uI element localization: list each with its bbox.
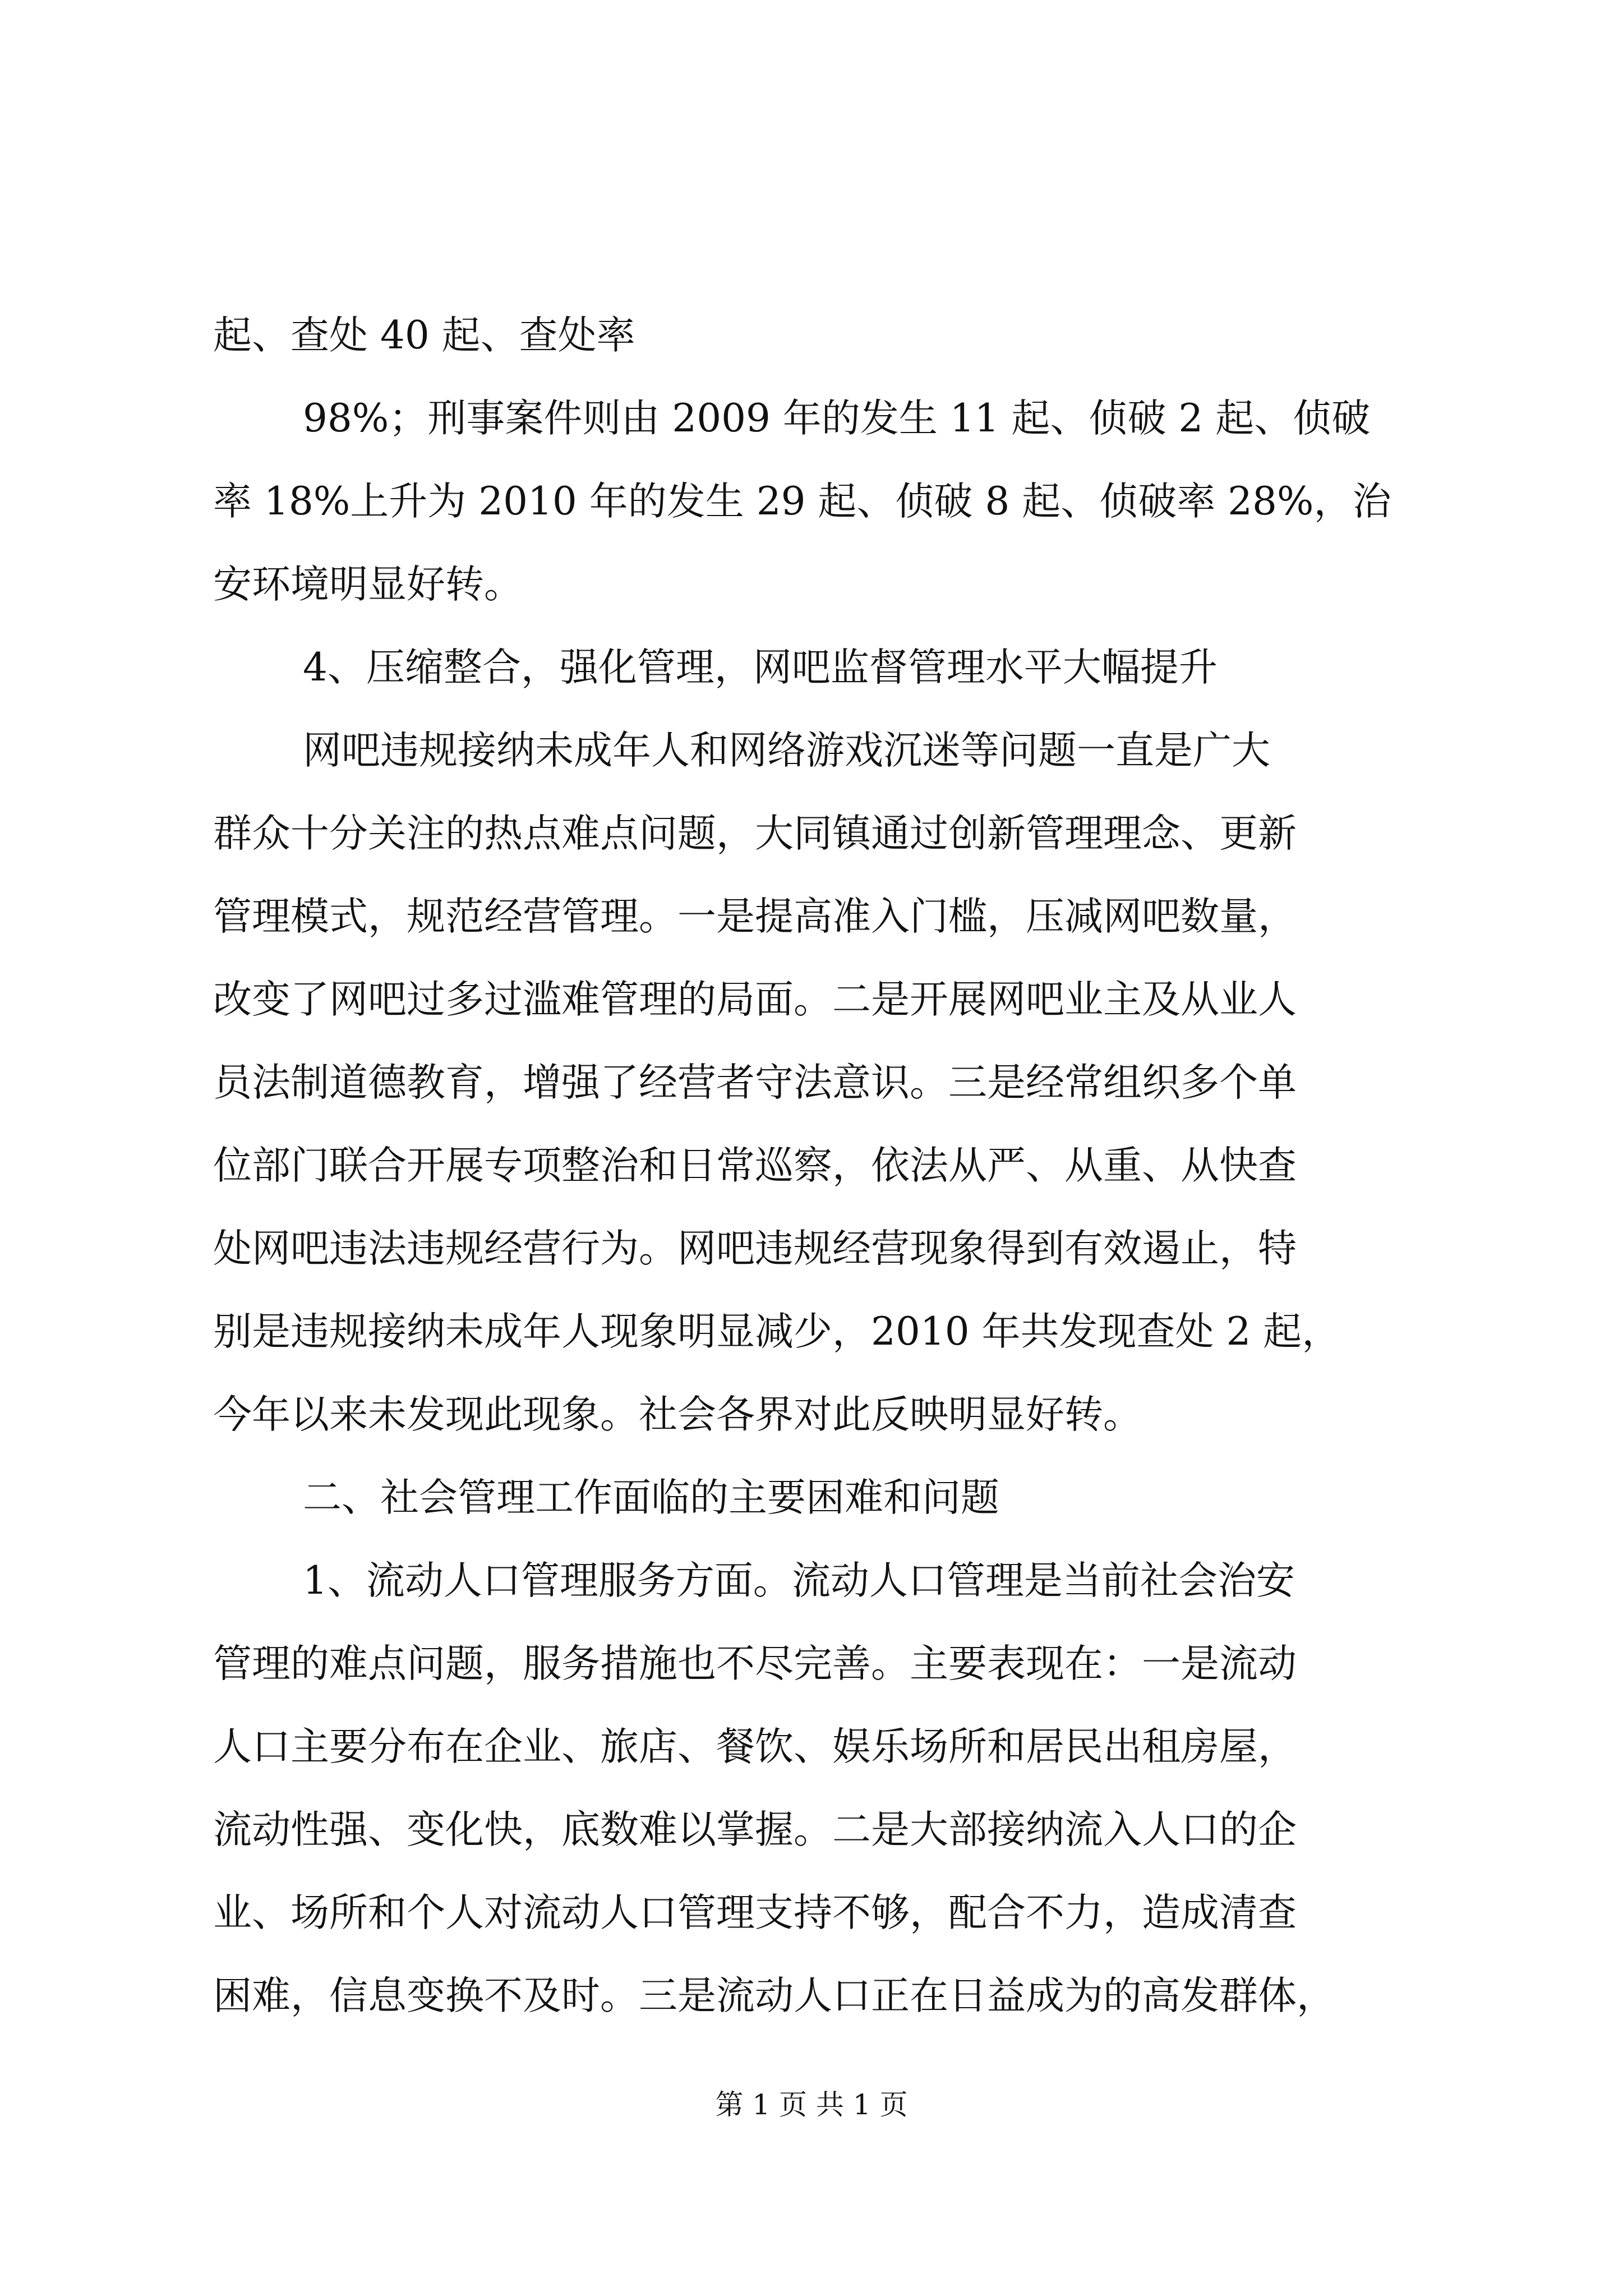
text-line-21: 困难，信息变换不及时。三是流动人口正在日益成为的高发群体， <box>213 1973 1335 2018</box>
text-line-19: 流动性强、变化快，底数难以掌握。二是大部接纳流入人口的企 <box>213 1807 1297 1852</box>
text-line-2: 98%；刑事案件则由 2009 年的发生 11 起、侦破 2 起、侦破 <box>303 396 1371 441</box>
page-footer: 第 1 页 共 1 页 <box>715 2088 908 2121</box>
text-line-8: 管理模式，规范经营管理。一是提高准入门槛，压减网吧数量， <box>213 894 1297 939</box>
text-line-20: 业、场所和个人对流动人口管理支持不够，配合不力，造成清查 <box>213 1890 1297 1935</box>
text-line-17: 管理的难点问题，服务措施也不尽完善。主要表现在：一是流动 <box>213 1641 1297 1686</box>
text-line-12: 处网吧违法违规经营行为。网吧违规经营现象得到有效遏止，特 <box>213 1226 1297 1271</box>
text-line-11: 位部门联合开展专项整治和日常巡察，依法从严、从重、从快查 <box>213 1143 1297 1188</box>
text-line-9: 改变了网吧过多过滥难管理的局面。二是开展网吧业主及从业人 <box>213 977 1297 1022</box>
text-line-6: 网吧违规接纳未成年人和网络游戏沉迷等问题一直是广大 <box>303 728 1270 773</box>
text-line-16: 1、流动人口管理服务方面。流动人口管理是当前社会治安 <box>303 1558 1295 1603</box>
text-line-10: 员法制道德教育，增强了经营者守法意识。三是经常组织多个单 <box>213 1060 1297 1105</box>
text-line-4: 安环境明显好转。 <box>213 562 523 607</box>
text-line-13: 别是违规接纳未成年人现象明显减少，2010 年共发现查处 2 起， <box>213 1309 1341 1354</box>
text-line-18: 人口主要分布在企业、旅店、餐饮、娱乐场所和居民出租房屋， <box>213 1724 1297 1769</box>
section-heading-4: 4、压缩整合，强化管理，网吧监督管理水平大幅提升 <box>303 645 1218 690</box>
text-line-14: 今年以来未发现此现象。社会各界对此反映明显好转。 <box>213 1392 1142 1437</box>
text-line-3: 率 18%上升为 2010 年的发生 29 起、侦破 8 起、侦破率 28%，治 <box>213 479 1391 524</box>
text-line-1: 起、查处 40 起、查处率 <box>213 313 635 358</box>
section-heading-2: 二、社会管理工作面临的主要困难和问题 <box>303 1475 999 1520</box>
text-line-7: 群众十分关注的热点难点问题，大同镇通过创新管理理念、更新 <box>213 811 1297 856</box>
